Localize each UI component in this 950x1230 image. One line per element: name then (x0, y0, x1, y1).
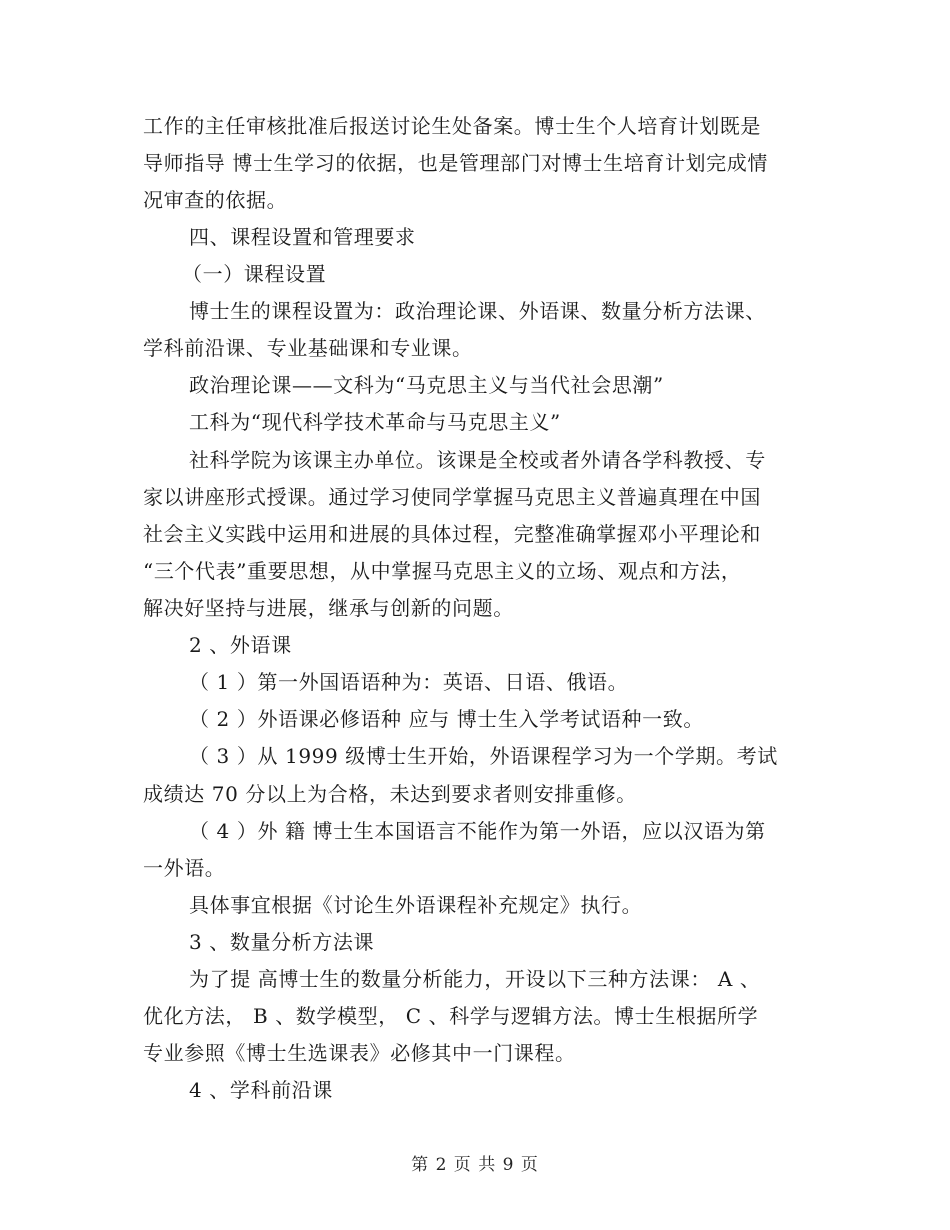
page-number-footer: 第 2 页 共 9 页 (411, 1155, 539, 1175)
body-text-line: 工科为“现代科学技术革命与马克思主义” (189, 410, 561, 434)
subsection-heading: 2 、外语课 (189, 633, 292, 657)
subsection-heading: （一）课程设置 (182, 262, 327, 286)
body-text-line: 社会主义实践中运用和进展的具体过程，完整准确掌握邓小平理论和 (143, 522, 761, 546)
body-text-line: 家以讲座形式授课。通过学习使同学掌握马克思主义普遍真理在中国 (143, 485, 761, 509)
list-item: （ 1 ）第一外国语语种为：英语、日语、俄语。 (189, 670, 629, 694)
body-text-line: 具体事宜根据《讨论生外语课程补充规定》执行。 (189, 893, 643, 917)
body-text-line: 成绩达 70 分以上为合格，未达到要求者则安排重修。 (143, 782, 637, 806)
body-text-line: “三个代表”重要思想，从中掌握马克思主义的立场、观点和方法， (143, 559, 742, 583)
body-text-line: 政治理论课——文科为“马克思主义与当代社会思潮” (189, 373, 664, 397)
subsection-heading: 4 、学科前沿课 (189, 1078, 333, 1102)
body-text-line: 博士生的课程设置为：政治理论课、外语课、数量分析方法课、 (189, 299, 766, 323)
body-text-line: 况审查的依据。 (143, 188, 288, 212)
list-item: （ 3 ）从 1999 级博士生开始，外语课程学习为一个学期。考试 (189, 744, 778, 768)
list-item: （ 4 ）外 籍 博士生本国语言不能作为第一外语，应以汉语为第 (189, 819, 766, 843)
body-text-line: 专业参照《博士生选课表》必修其中一门课程。 (143, 1041, 576, 1065)
body-text-line: 导师指导 博士生学习的依据，也是管理部门对博士生培育计划完成情 (143, 151, 768, 175)
body-text-line: 社科学院为该课主办单位。该课是全校或者外请各学科教授、专 (189, 448, 766, 472)
subsection-heading: 3 、数量分析方法课 (189, 930, 375, 954)
body-text-line: 解决好坚持与进展，继承与创新的问题。 (143, 596, 514, 620)
section-heading: 四、课程设置和管理要求 (189, 225, 416, 249)
list-item: （ 2 ）外语课必修语种 应与 博士生入学考试语种一致。 (189, 707, 704, 731)
body-text-line: 为了提 高博士生的数量分析能力，开设以下三种方法课： A 、 (189, 967, 761, 991)
body-text-line: 优化方法， B 、数学模型， C 、科学与逻辑方法。博士生根据所学 (143, 1004, 759, 1028)
body-text-line: 工作的主任审核批准后报送讨论生处备案。博士生个人培育计划既是 (143, 114, 761, 138)
body-text-line: 学科前沿课、专业基础课和专业课。 (143, 336, 473, 360)
body-text-line: 一外语。 (143, 856, 226, 880)
